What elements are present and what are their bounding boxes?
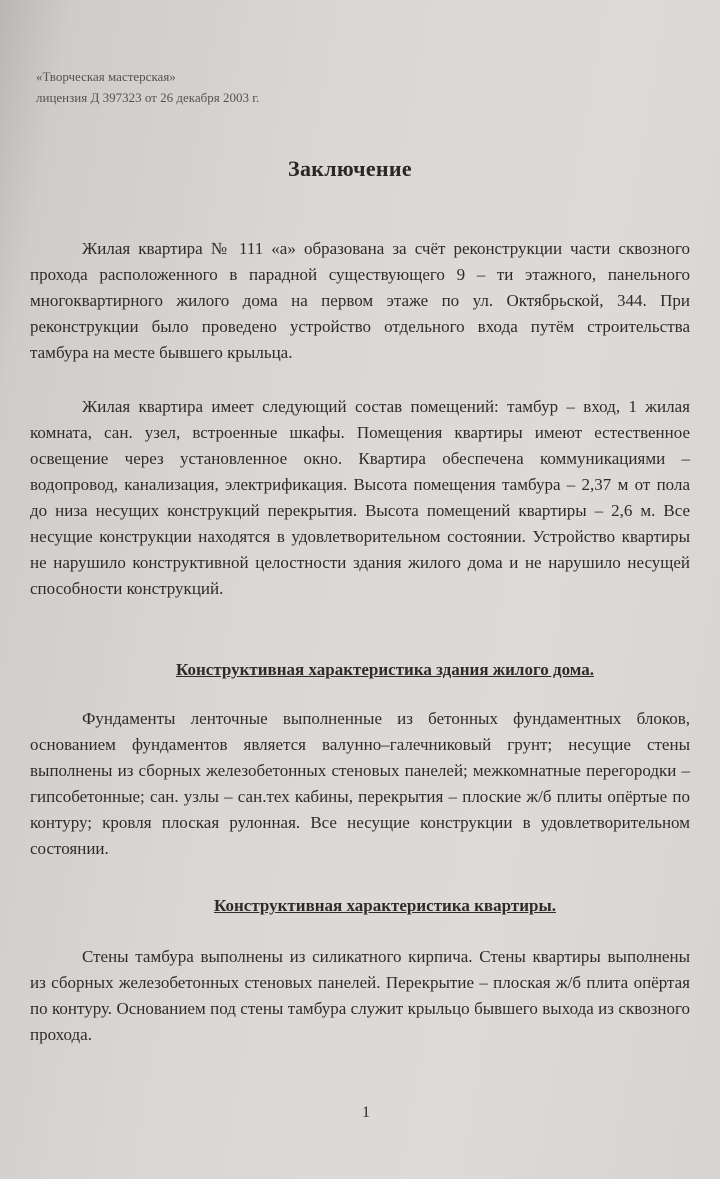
section-heading-apartment: Конструктивная характеристика квартиры. — [214, 896, 556, 915]
paragraph-apartment-formation: Жилая квартира № 111 «а» образована за счёт реконструкции части сквозного прохода расположенного в парадной существующего 9 – ти этажного, панельного многоквартирного жилого дома на первом этаже по ул. Октябрьской, 344. При реконструкции было проведено устройство отдельного входа путём строительства тамбура на месте бывшего крыльца. — [30, 239, 690, 362]
page-number: 1 — [362, 1104, 370, 1121]
paragraph-apartment-structure: Стены тамбура выполнены из силикатного кирпича. Стены квартиры выполнены из сборных железобетонных стеновых панелей. Перекрытие – плоская ж/б плита опёртая по контуру. Основанием под стены тамбура служит крыльцо бывшего выхода из сквозного прохода. — [30, 947, 690, 1044]
document-title: Заключение — [288, 156, 412, 181]
paragraph-building-structure: Фундаменты ленточные выполненные из бетонных фундаментных блоков, основанием фундаментов является валунно–галечниковый грунт; несущие стены выполнены из сборных железобетонных стеновых панелей; межкомнатные перегородки – гипсобетонные; сан. узлы – сан.тех кабины, перекрытия – плоские ж/б плиты опёртые по контуру; кровля плоская рулонная. Все несущие конструкции в удовлетворительном состоянии. — [30, 709, 690, 858]
letterhead — [36, 66, 259, 108]
license-line: лицензия Д 397323 от 26 декабря 2003 г. — [36, 90, 260, 105]
paragraph-apartment-composition: Жилая квартира имеет следующий состав помещений: тамбур – вход, 1 жилая комната, сан. узел, встроенные шкафы. Помещения квартиры имеют естественное освещение через установленное окно. Квартира обеспечена коммуникациями – водопровод, канализация, электрификация. Высота помещения тамбура – 2,37 м от пола до низа несущих конструкций перекрытия. Высота помещений квартиры – 2,6 м. Все несущие конструкции находятся в удовлетворительном состоянии. Устройство квартиры не нарушило конструктивной целостности здания жилого дома и не нарушило несущей способности конструкций. — [30, 397, 690, 598]
section-heading-building: Конструктивная характеристика здания жилого дома. — [176, 660, 594, 679]
organization-name: «Творческая мастерская» — [36, 69, 176, 84]
